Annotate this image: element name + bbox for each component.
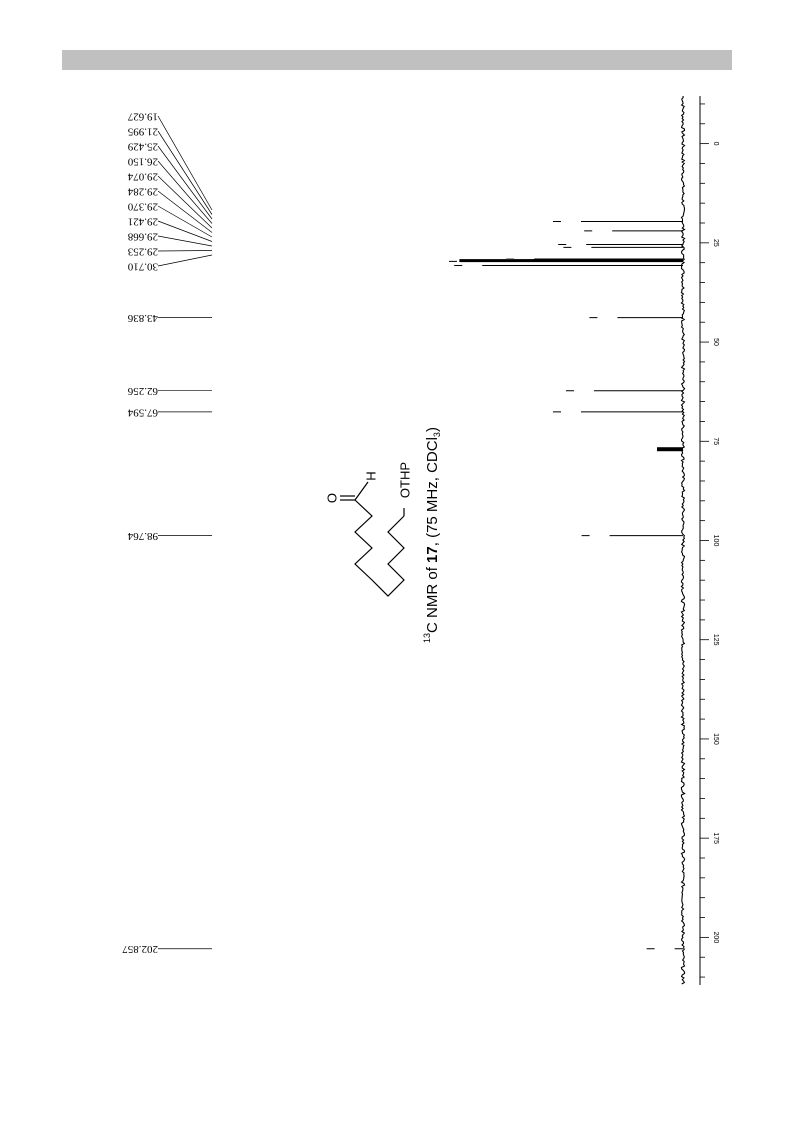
label-leader	[158, 255, 212, 266]
peak-label: 29.421	[127, 215, 158, 228]
peak-label: 67.594	[127, 406, 158, 419]
baseline	[681, 96, 684, 984]
tick-label: 25	[712, 238, 720, 247]
aldehyde-ch-bond	[355, 482, 368, 500]
peak-cluster	[459, 259, 683, 262]
label-leader	[158, 161, 212, 224]
othp-group: OTHP	[397, 461, 413, 499]
tick-label: 125	[712, 633, 720, 646]
tick-label: 150	[712, 733, 720, 745]
baseline-trace	[681, 96, 684, 984]
spectrum-peaks	[449, 222, 683, 949]
caption-isotope: 13	[422, 632, 433, 643]
caption-compound: 17	[423, 546, 441, 563]
peak-label: 98.764	[127, 530, 158, 543]
caption-subscript: 3	[432, 432, 443, 438]
solvent-peak	[657, 447, 683, 451]
tick-label: 50	[712, 338, 720, 346]
peak-label: 21.995	[127, 125, 158, 138]
carbon-chain	[355, 500, 404, 596]
peak-label: 29.370	[127, 200, 158, 213]
tick-label: 75	[712, 437, 720, 446]
peak-label: 25.429	[127, 140, 158, 153]
label-leader	[158, 191, 212, 233]
peak-label: 29.668	[127, 230, 158, 243]
peak-labels	[122, 110, 212, 955]
label-leader	[158, 236, 212, 246]
caption-nucleus: C NMR of	[423, 562, 441, 633]
peak-label: 29.074	[127, 170, 158, 183]
ppm-axis	[700, 96, 719, 985]
peak-label: 62.256	[127, 385, 158, 398]
caption-text	[422, 427, 442, 643]
peak-label: 29.284	[127, 185, 158, 198]
label-leader	[158, 116, 212, 210]
tick-label: 100	[712, 534, 720, 547]
tick-label: 175	[712, 832, 720, 844]
peak-label: 29.253	[127, 245, 158, 258]
spectrum-caption	[422, 427, 442, 643]
caption-conditions: , (75 MHz, CDCl	[423, 437, 441, 547]
label-leader	[158, 206, 212, 237]
molecule-structure	[324, 462, 412, 596]
tick-label: 0	[712, 141, 720, 146]
carbonyl-oxygen: O	[324, 492, 340, 504]
caption-close: )	[423, 427, 441, 433]
label-leader	[158, 251, 212, 252]
label-leader	[158, 221, 212, 242]
peak-label: 30.710	[127, 260, 158, 273]
peak-label: 202.857	[122, 943, 158, 956]
peak-label: 43.836	[127, 312, 158, 325]
peak-label: 26.150	[127, 155, 158, 168]
label-leader	[158, 146, 212, 219]
peak-label: 19.627	[127, 110, 158, 123]
tick-label: 200	[712, 931, 720, 944]
aldehyde-hydrogen: H	[363, 471, 379, 481]
